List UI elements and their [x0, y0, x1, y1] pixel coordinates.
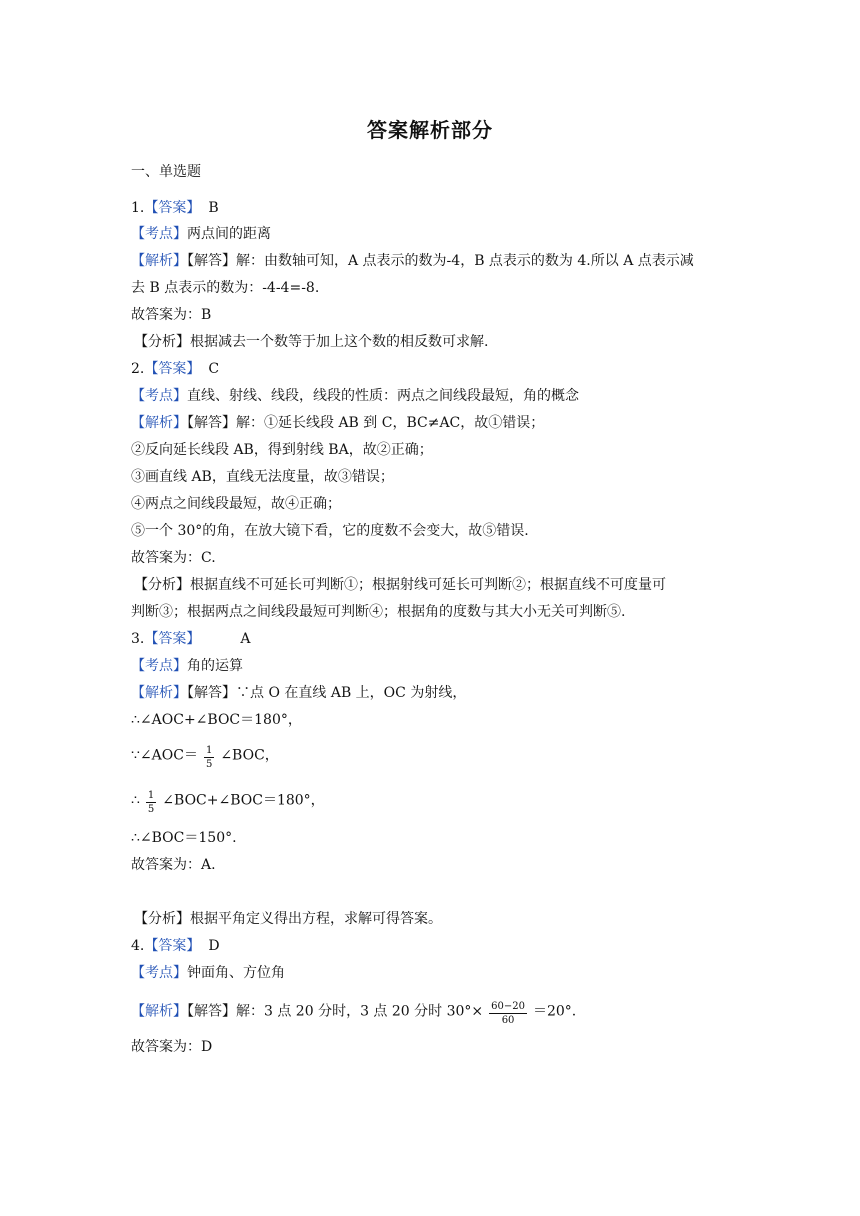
q2-answer-line: [131, 359, 219, 379]
answer-tag: 【答案】: [144, 631, 201, 647]
q4-solution-post: ＝20°.: [532, 1003, 577, 1020]
q3-solution-5: ∴∠BOC＝150°.: [131, 830, 237, 846]
q2-solution-2: ②反向延长线段 AB，得到射线 BA，故②正确；: [131, 442, 433, 458]
q2-fenxi-line: [134, 575, 666, 595]
fenxi-tag: 【分析】: [134, 911, 190, 927]
q3-solution-1: ∵点 O 在直线 AB 上，OC 为射线，: [236, 685, 467, 701]
q3-final: 故答案为：A.: [131, 857, 216, 873]
q2-solution-4: ④两点之间线段最短，故④正确；: [131, 496, 341, 512]
fraction-denominator: 60: [501, 1015, 515, 1026]
q3-solution-4-post: ∠BOC+∠BOC＝180°，: [162, 792, 325, 809]
q2-answer: C: [208, 361, 220, 377]
solution-tag: 【解答】: [187, 253, 236, 269]
q3-solution-line: [131, 683, 466, 703]
analysis-tag: 【解析】: [131, 685, 187, 701]
q3-solution-4-pre: ∴: [131, 792, 140, 809]
q3-point: 角的运算: [187, 658, 243, 674]
q4-solution-pre: 解：3 点 20 分时，3 点 20 分时 30°×: [236, 1003, 484, 1020]
answer-tag: 【答案】: [144, 361, 201, 377]
q4-solution-line: [131, 999, 576, 1024]
q3-answer-line: [131, 629, 250, 649]
analysis-tag: 【解析】: [131, 415, 187, 431]
q1-fenxi-line: [134, 332, 488, 352]
analysis-tag: 【解析】: [131, 253, 187, 269]
answer-tag: 【答案】: [144, 938, 201, 954]
q1-solution-1: 解：由数轴可知，A 点表示的数为-4，B 点表示的数为 4.所以 A 点表示减: [236, 253, 694, 269]
q4-point-line: [131, 963, 285, 983]
q2-point: 直线、射线、线段，线段的性质：两点之间线段最短，角的概念: [187, 388, 579, 404]
q4-number: 4.: [131, 938, 145, 954]
fraction: [489, 1001, 527, 1026]
q2-solution-3: ③画直线 AB，直线无法度量，故③错误；: [131, 469, 394, 485]
q2-solution-line: [131, 413, 544, 433]
q3-fenxi: 根据平角定义得出方程，求解可得答案。: [190, 911, 442, 927]
q3-point-line: [131, 656, 243, 676]
q3-solution-4: [131, 788, 325, 813]
q2-solution-1: 解：①延长线段 AB 到 C，BC≠AC，故①错误；: [236, 415, 545, 431]
solution-tag: 【解答】: [187, 415, 236, 431]
q3-solution-3: [131, 743, 279, 768]
solution-tag: 【解答】: [187, 685, 236, 701]
fraction-numerator: 1: [147, 790, 155, 801]
fenxi-tag: 【分析】: [134, 334, 190, 350]
q3-solution-2: ∴∠AOC+∠BOC＝180°，: [131, 712, 302, 728]
q2-point-line: [131, 386, 579, 406]
q1-number: 1.: [131, 200, 145, 216]
section-heading: 一、单选题: [131, 164, 201, 180]
q4-answer-line: [131, 936, 220, 956]
q1-point-line: [131, 224, 271, 244]
fraction-numerator: 1: [205, 745, 213, 756]
q1-answer: B: [208, 200, 219, 216]
q3-number: 3.: [131, 631, 145, 647]
q2-fenxi-2: 判断③；根据两点之间线段最短可判断④；根据角的度数与其大小无关可判断⑤.: [131, 604, 626, 620]
point-tag: 【考点】: [131, 658, 187, 674]
q4-final: 故答案为：D: [131, 1039, 213, 1055]
fraction-numerator: 60−20: [491, 1001, 525, 1012]
q3-answer: A: [240, 631, 251, 647]
q3-fenxi-line: [134, 909, 442, 929]
q1-point: 两点间的距离: [187, 226, 271, 242]
q2-solution-5: ⑤一个 30°的角，在放大镜下看，它的度数不会变大，故⑤错误.: [131, 523, 529, 539]
analysis-tag: 【解析】: [131, 1003, 187, 1020]
fraction-denominator: 5: [147, 804, 155, 815]
page-title: 答案解析部分: [367, 118, 493, 142]
q3-solution-3-post: ∠BOC，: [220, 747, 279, 764]
q1-fenxi: 根据减去一个数等于加上这个数的相反数可求解.: [190, 334, 489, 350]
point-tag: 【考点】: [131, 388, 187, 404]
point-tag: 【考点】: [131, 226, 187, 242]
solution-tag: 【解答】: [187, 1003, 236, 1020]
q2-number: 2.: [131, 361, 145, 377]
fenxi-tag: 【分析】: [134, 577, 190, 593]
answer-tag: 【答案】: [144, 200, 201, 216]
point-tag: 【考点】: [131, 965, 187, 981]
q3-solution-3-pre: ∵∠AOC＝: [131, 747, 198, 764]
q1-answer-line: [131, 198, 219, 218]
q1-solution-line: [131, 251, 694, 271]
q1-solution-2: 去 B 点表示的数为：-4-4=-8.: [131, 280, 320, 296]
fraction: [146, 790, 156, 815]
q1-final: 故答案为：B: [131, 307, 212, 323]
q2-fenxi-1: 根据直线不可延长可判断①；根据射线可延长可判断②；根据直线不可度量可: [190, 577, 666, 593]
q2-final: 故答案为：C.: [131, 550, 216, 566]
q4-answer: D: [208, 938, 220, 954]
fraction-denominator: 5: [205, 759, 213, 770]
q4-point: 钟面角、方位角: [187, 965, 285, 981]
fraction: [204, 745, 214, 770]
